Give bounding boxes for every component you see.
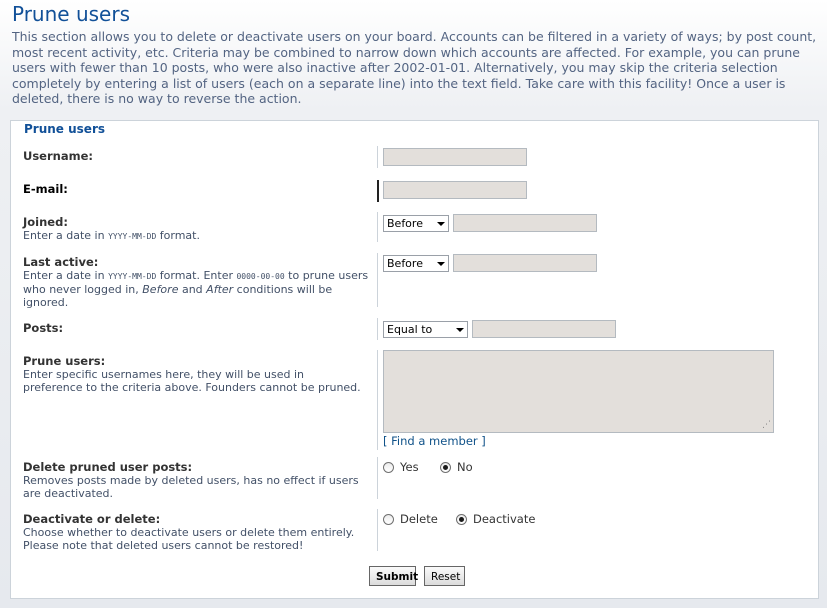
username-label: Username: (23, 149, 93, 163)
email-label: E-mail: (23, 182, 68, 196)
delete-posts-yes[interactable]: Yes (383, 460, 419, 474)
radio-icon[interactable] (383, 514, 394, 525)
prune-users-textarea[interactable] (383, 350, 774, 433)
find-member-link[interactable]: [ Find a member ] (383, 434, 486, 448)
action-delete[interactable]: Delete (383, 512, 438, 526)
prune-users-label: Prune users: (23, 354, 106, 368)
fieldset-legend: Prune users (24, 122, 105, 136)
reset-button[interactable]: Reset (424, 566, 465, 586)
page-title: Prune users (12, 2, 130, 26)
chevron-down-icon (437, 222, 445, 226)
posts-label: Posts: (23, 321, 64, 335)
delete-posts-label-block (23, 461, 363, 500)
chevron-down-icon (456, 328, 464, 332)
joined-date-input[interactable] (453, 214, 597, 232)
deactivate-explain: Choose whether to deactivate users or delete them entirely. Please note that deleted users cannot be restored! (23, 526, 355, 552)
deactivate-label-block (23, 513, 373, 552)
posts-select[interactable]: Equal to (383, 321, 468, 338)
action-deactivate[interactable]: Deactivate (456, 512, 535, 526)
row-divider (377, 318, 378, 340)
row-divider (377, 146, 378, 168)
radio-selected-icon[interactable] (456, 514, 467, 525)
last-active-label-block (23, 256, 373, 309)
row-divider-focus (377, 180, 379, 202)
submit-button[interactable]: Submit (369, 566, 416, 586)
last-active-select[interactable]: Before (383, 255, 449, 272)
joined-select[interactable]: Before (383, 215, 449, 232)
joined-label-block (23, 216, 200, 243)
last-active-label: Last active: (23, 255, 99, 269)
email-input[interactable] (383, 181, 527, 199)
radio-selected-icon[interactable] (440, 462, 451, 473)
posts-input[interactable] (472, 320, 616, 338)
prune-users-label-block (23, 355, 363, 394)
row-divider (377, 457, 378, 499)
joined-label: Joined: (23, 215, 68, 229)
radio-icon[interactable] (383, 462, 394, 473)
page-intro: This section allows you to delete or deactivate users on your board. Accounts can be filtered in a variety of ways; by post count, most recent activity, etc. Criteria may be combined to narrow down which accounts are affected. For example, you can prune users with fewer than 10 posts, who were also inactive after 2002-01-01. Alternatively, you may skip the criteria selection completely by entering a list of users (each on a separate line) into the text field. Take care with this facility! Once a user is deleted, there is no way to reverse the action. (12, 29, 817, 107)
row-divider (377, 253, 378, 307)
row-divider (377, 212, 378, 242)
row-divider (377, 509, 378, 551)
delete-posts-label: Delete pruned user posts: (23, 460, 193, 474)
delete-posts-explain: Removes posts made by deleted users, has no effect if users are deactivated. (23, 474, 359, 500)
row-divider (377, 350, 378, 450)
username-input[interactable] (383, 148, 527, 166)
joined-explain: Enter a date in YYYY-MM-DD format. (23, 229, 200, 242)
resize-grip-icon[interactable]: ⋰ (762, 420, 771, 430)
delete-posts-no[interactable]: No (440, 460, 473, 474)
last-active-explain: Enter a date in YYYY-MM-DD format. Enter 0000-00-00 to prune users who never logged in, Before and After conditions will be ignored. (23, 269, 369, 309)
last-active-date-input[interactable] (453, 254, 597, 272)
deactivate-label: Deactivate or delete: (23, 512, 161, 526)
chevron-down-icon (437, 262, 445, 266)
prune-users-explain: Enter specific usernames here, they will be used in preference to the criteria above. Founders cannot be pruned. (23, 368, 361, 394)
